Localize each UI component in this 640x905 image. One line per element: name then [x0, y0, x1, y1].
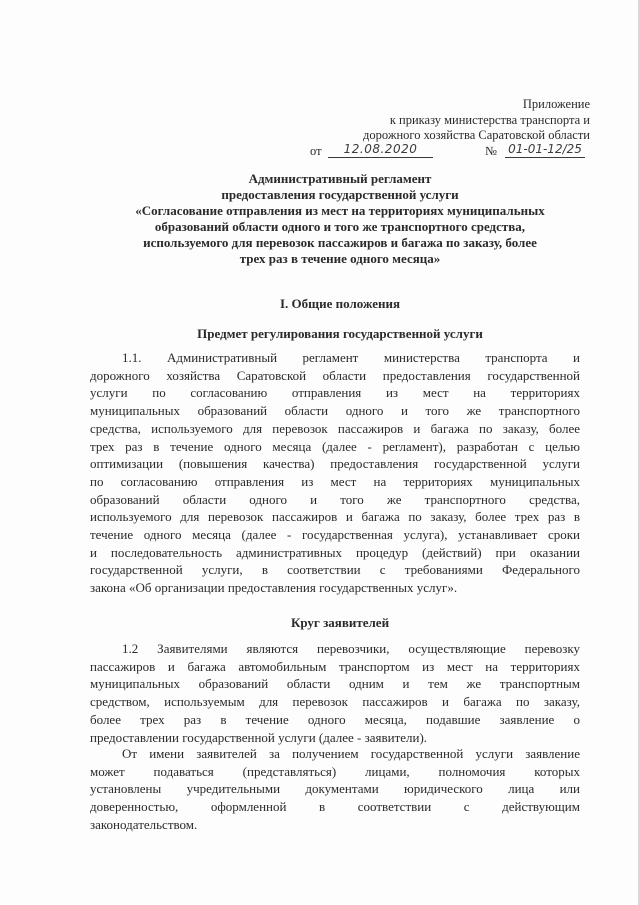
approval-block: [300, 97, 590, 161]
handwritten-number: 01-01-12/25: [505, 142, 585, 159]
text-line: средством, используемым для перевозок пассажиров и багажа по заказу,: [90, 694, 580, 710]
text-line: муниципальных образований области одним и тем же транспортным: [90, 676, 580, 692]
text-line: доверенностью, оформленной в соответствии с действующим: [90, 799, 580, 815]
text-line: используемого для перевозок пассажиров и багажа по заказу, более трех раз в: [90, 509, 580, 525]
text-line: 1.2 Заявителями являются перевозчики, осуществляющие перевозку: [122, 641, 580, 656]
subsection-heading-subject: Предмет регулирования государственной услуги: [197, 326, 483, 341]
paragraph-1-2: [90, 640, 580, 746]
text-line: по согласованию отправления из мест на территориях муниципальных: [90, 473, 580, 489]
text-line: государственной услуги, в соответствии с требованиями Федерального: [90, 562, 580, 578]
text-line: средства, используемого для перевозок пассажиров и багажа по заказу, более: [90, 420, 580, 436]
section-heading-general: I. Общие положения: [280, 296, 400, 311]
text-line: оптимизации (повышения качества) предоставления государственной услуги: [90, 456, 580, 472]
from-label: от: [310, 143, 322, 158]
text-line: и последовательность административных процедур (действий) при оказании: [90, 544, 580, 560]
text-line: 1.1. Административный регламент министерства транспорта и: [122, 350, 580, 365]
text-line: услуги по согласованию отправления из мест на территориях: [90, 385, 580, 401]
approval-line-3: дорожного хозяйства Саратовской области: [363, 128, 590, 142]
text-line: закона «Об организации предоставления государственных услуг».: [90, 580, 458, 596]
paragraph-representatives: [90, 745, 580, 834]
document-title: [90, 171, 590, 267]
approval-date-number-line: [300, 141, 590, 161]
text-line: муниципальных образований области одного и того же транспортного: [90, 403, 580, 419]
text-line: установлены учредительными документами юридического лица или: [90, 781, 580, 797]
text-line: От имени заявителей за получением государственной услуги заявление: [122, 746, 580, 761]
handwritten-date: 12.08.2020: [328, 142, 433, 159]
approval-line-1: Приложение: [522, 97, 590, 111]
title-line-1: Административный регламент: [248, 171, 432, 186]
title-line-2: предоставления государственной услуги: [221, 187, 459, 202]
title-line-4: образований области одного и того же транспортного средства,: [154, 219, 526, 234]
text-line: трех раз в течение одного месяца (далее - регламент), разработан с целью: [90, 438, 580, 454]
paragraph-1-1: [90, 349, 580, 597]
title-line-5: используемого для перевозок пассажиров и багажа по заказу, более: [143, 235, 537, 250]
text-line: образований области одного и того же транспортного средства,: [90, 491, 580, 507]
text-line: дорожного хозяйства Саратовской области предоставления государственной: [90, 367, 580, 383]
text-line: пассажиров и багажа автомобильным транспортом из мест на территориях: [90, 658, 580, 674]
text-line: более трех раз в течение одного месяца, подавшие заявление о: [90, 711, 580, 727]
text-line: течение одного месяца (далее - государственная услуга), устанавливает сроки: [90, 527, 580, 543]
approval-line-2: к приказу министерства транспорта и: [389, 112, 590, 127]
text-line: предоставлении государственной услуги (далее - заявители).: [90, 729, 428, 745]
text-line: может подаваться (представляться) лицами, полномочия которых: [90, 763, 580, 779]
number-label: №: [485, 143, 497, 158]
title-line-6: трех раз в течение одного месяца»: [239, 251, 441, 266]
subsection-heading-applicants: Круг заявителей: [290, 615, 390, 630]
text-line: законодательством.: [90, 816, 198, 832]
title-line-3: «Согласование отправления из мест на территориях муниципальных: [135, 203, 545, 218]
